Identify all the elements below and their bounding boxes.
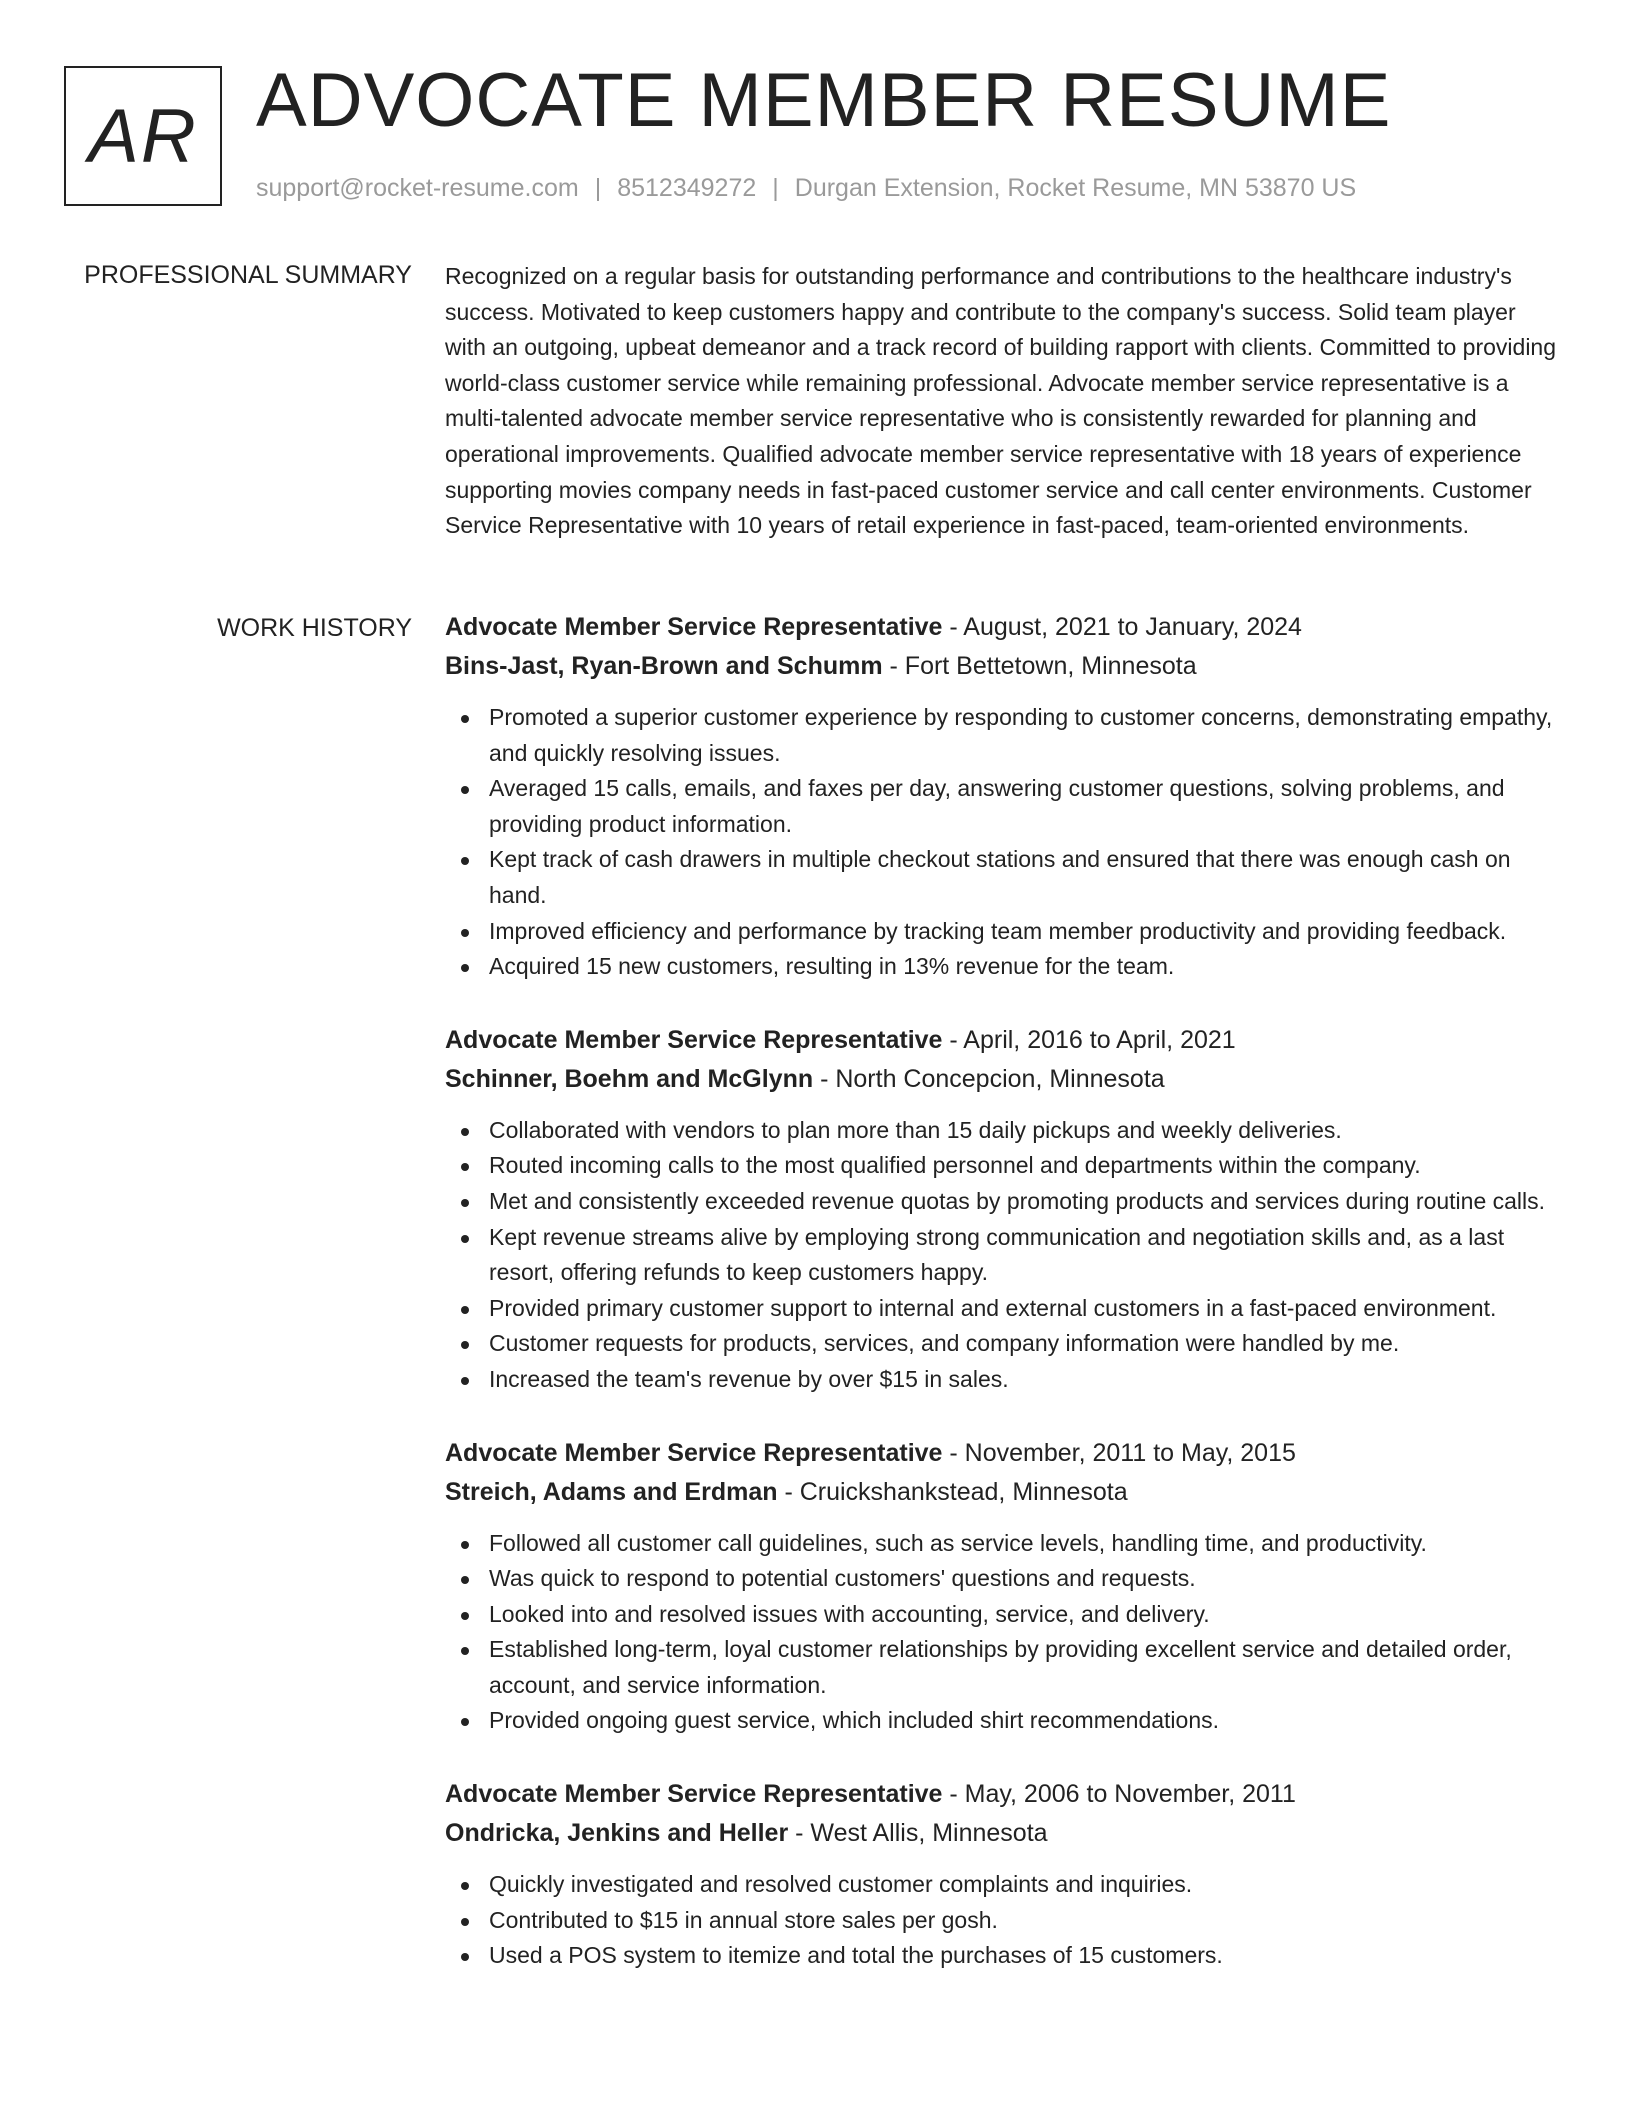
summary-text: Recognized on a regular basis for outstanding performance and contributions to the healthcare industry's success. Motivated to keep customers happy and contribute to the company's success. Solid team player with an outgoing, upbeat demeanor and a track record of building rapport with clients. Committed to providing world-class customer service while remaining professional. Advocate member service representative is a multi-talented advocate member service representative who is consistently rewarded for planning and operational improvements. Qualified advocate member service representative with 18 years of experience supporting movies company needs in fast-paced customer service and call center environments. Customer Service Representative with 10 years of retail experience in fast-paced, team-oriented environments. bbox=[445, 263, 1557, 539]
bullet-text: Provided ongoing guest service, which included shirt recommendations. bbox=[489, 1707, 1220, 1734]
bullet-item bbox=[445, 1561, 1560, 1597]
bullet-text: Routed incoming calls to the most qualified personnel and departments within the company. bbox=[489, 1152, 1421, 1179]
job-entry bbox=[445, 608, 1560, 985]
bullet-dot-icon bbox=[461, 1199, 469, 1207]
contact-email[interactable]: support@rocket-resume.com bbox=[256, 174, 579, 202]
bullet-item bbox=[445, 1703, 1560, 1739]
bullet-dot-icon bbox=[461, 1612, 469, 1620]
bullet-dot-icon bbox=[461, 1235, 469, 1243]
job-company: Bins-Jast, Ryan-Brown and Schumm bbox=[445, 652, 883, 680]
job-title-line bbox=[445, 1775, 1560, 1814]
bullet-text: Followed all customer call guidelines, such as service levels, handling time, and productivity. bbox=[489, 1529, 1427, 1556]
job-bullets bbox=[445, 700, 1560, 985]
bullet-item bbox=[445, 1220, 1560, 1291]
bullet-item bbox=[445, 1938, 1560, 1974]
bullet-item bbox=[445, 1291, 1560, 1327]
bullet-dot-icon bbox=[461, 929, 469, 937]
bullet-dot-icon bbox=[461, 1576, 469, 1584]
bullet-text: Kept revenue streams alive by employing strong communication and negotiation skills and, as a last resort, offering refunds to keep customers happy. bbox=[489, 1223, 1505, 1286]
bullet-text: Customer requests for products, services, and company information were handled by me. bbox=[489, 1330, 1400, 1357]
contact-separator: | bbox=[772, 174, 779, 202]
bullet-dot-icon bbox=[461, 1918, 469, 1926]
job-company-line bbox=[445, 1814, 1560, 1853]
monogram-initials: AR bbox=[88, 93, 198, 179]
bullet-item bbox=[445, 1148, 1560, 1184]
bullet-text: Used a POS system to itemize and total the purchases of 15 customers. bbox=[489, 1942, 1223, 1969]
job-company: Streich, Adams and Erdman bbox=[445, 1477, 778, 1506]
bullet-text: Met and consistently exceeded revenue quotas by promoting products and services during routine calls. bbox=[489, 1187, 1546, 1214]
job-company-line bbox=[445, 1473, 1560, 1512]
job-title-line bbox=[445, 1021, 1560, 1060]
bullet-item bbox=[445, 1632, 1560, 1703]
job-location: - North Concepcion, Minnesota bbox=[813, 1064, 1165, 1093]
job-title: Advocate Member Service Representative bbox=[445, 613, 943, 641]
bullet-item bbox=[445, 1326, 1560, 1362]
bullet-text: Provided primary customer support to internal and external customers in a fast-paced environment. bbox=[489, 1294, 1497, 1321]
work-history-body bbox=[445, 608, 1560, 2010]
job-dates: - November, 2011 to May, 2015 bbox=[942, 1438, 1296, 1467]
bullet-dot-icon bbox=[461, 1306, 469, 1314]
bullet-item bbox=[445, 1184, 1560, 1220]
bullet-dot-icon bbox=[461, 964, 469, 972]
job-bullets bbox=[445, 1113, 1560, 1398]
job-entry bbox=[445, 1434, 1560, 1740]
job-location: - West Allis, Minnesota bbox=[788, 1819, 1048, 1848]
bullet-text: Established long-term, loyal customer relationships by providing excellent service and detailed order, account, and service information. bbox=[489, 1636, 1512, 1698]
bullet-text: Contributed to $15 in annual store sales per gosh. bbox=[489, 1906, 998, 1933]
bullet-dot-icon bbox=[461, 857, 469, 865]
job-title-line bbox=[445, 608, 1560, 647]
job-company: Ondricka, Jenkins and Heller bbox=[445, 1819, 789, 1848]
monogram-box bbox=[64, 66, 222, 206]
contact-line bbox=[256, 174, 1356, 203]
bullet-text: Averaged 15 calls, emails, and faxes per day, answering customer questions, solving problems, and providing product information. bbox=[489, 775, 1505, 837]
bullet-item bbox=[445, 1362, 1560, 1398]
bullet-item bbox=[445, 949, 1560, 985]
bullet-dot-icon bbox=[461, 1377, 469, 1385]
summary-body bbox=[445, 259, 1560, 544]
job-title-line bbox=[445, 1434, 1560, 1473]
bullet-text: Kept track of cash drawers in multiple checkout stations and ensured that there was enough cash on hand. bbox=[489, 846, 1511, 908]
bullet-dot-icon bbox=[461, 1718, 469, 1726]
job-bullets bbox=[445, 1867, 1560, 1974]
contact-address: Durgan Extension, Rocket Resume, MN 53870 US bbox=[794, 174, 1357, 202]
summary-heading: PROFESSIONAL SUMMARY bbox=[84, 261, 412, 289]
bullet-text: Quickly investigated and resolved customer complaints and inquiries. bbox=[489, 1871, 1193, 1898]
job-entry bbox=[445, 1021, 1560, 1398]
job-title: Advocate Member Service Representative bbox=[445, 1438, 943, 1467]
bullet-item bbox=[445, 914, 1560, 950]
job-entry bbox=[445, 1775, 1560, 1974]
job-company-line bbox=[445, 647, 1560, 686]
job-dates: - August, 2021 to January, 2024 bbox=[942, 613, 1302, 641]
job-location: - Cruickshankstead, Minnesota bbox=[777, 1477, 1128, 1506]
job-location: - Fort Bettetown, Minnesota bbox=[882, 652, 1197, 680]
bullet-text: Increased the team's revenue by over $15 in sales. bbox=[489, 1365, 1009, 1392]
bullet-item bbox=[445, 1903, 1560, 1939]
bullet-dot-icon bbox=[461, 1163, 469, 1171]
job-company: Schinner, Boehm and McGlynn bbox=[445, 1064, 814, 1093]
job-company-line bbox=[445, 1060, 1560, 1099]
bullet-dot-icon bbox=[461, 786, 469, 794]
job-title: Advocate Member Service Representative bbox=[445, 1780, 943, 1809]
bullet-item bbox=[445, 771, 1560, 842]
contact-separator: | bbox=[594, 174, 602, 202]
bullet-text: Was quick to respond to potential customers' questions and requests. bbox=[489, 1565, 1196, 1592]
bullet-text: Promoted a superior customer experience by responding to customer concerns, demonstrating empathy, and quickly resolving issues. bbox=[489, 704, 1553, 766]
bullet-text: Collaborated with vendors to plan more than 15 daily pickups and weekly deliveries. bbox=[489, 1116, 1342, 1143]
bullet-dot-icon bbox=[461, 1882, 469, 1890]
contact-phone[interactable]: 8512349272 bbox=[617, 174, 757, 202]
bullet-dot-icon bbox=[461, 1128, 469, 1136]
bullet-text: Looked into and resolved issues with accounting, service, and delivery. bbox=[489, 1600, 1210, 1627]
work-history-heading: WORK HISTORY bbox=[217, 614, 412, 642]
bullet-dot-icon bbox=[461, 715, 469, 723]
bullet-dot-icon bbox=[461, 1341, 469, 1349]
job-title: Advocate Member Service Representative bbox=[445, 1025, 943, 1054]
bullet-text: Improved efficiency and performance by tracking team member productivity and providing feedback. bbox=[489, 917, 1507, 944]
resume-title: ADVOCATE MEMBER RESUME bbox=[256, 58, 1392, 143]
job-dates: - May, 2006 to November, 2011 bbox=[942, 1780, 1296, 1809]
bullet-item bbox=[445, 1526, 1560, 1562]
bullet-item bbox=[445, 1113, 1560, 1149]
bullet-dot-icon bbox=[461, 1647, 469, 1655]
bullet-dot-icon bbox=[461, 1953, 469, 1961]
bullet-text: Acquired 15 new customers, resulting in 13% revenue for the team. bbox=[489, 953, 1175, 980]
bullet-item bbox=[445, 700, 1560, 771]
bullet-item bbox=[445, 1867, 1560, 1903]
job-bullets bbox=[445, 1526, 1560, 1740]
job-dates: - April, 2016 to April, 2021 bbox=[942, 1025, 1236, 1054]
bullet-dot-icon bbox=[461, 1541, 469, 1549]
bullet-item bbox=[445, 842, 1560, 913]
bullet-item bbox=[445, 1597, 1560, 1633]
